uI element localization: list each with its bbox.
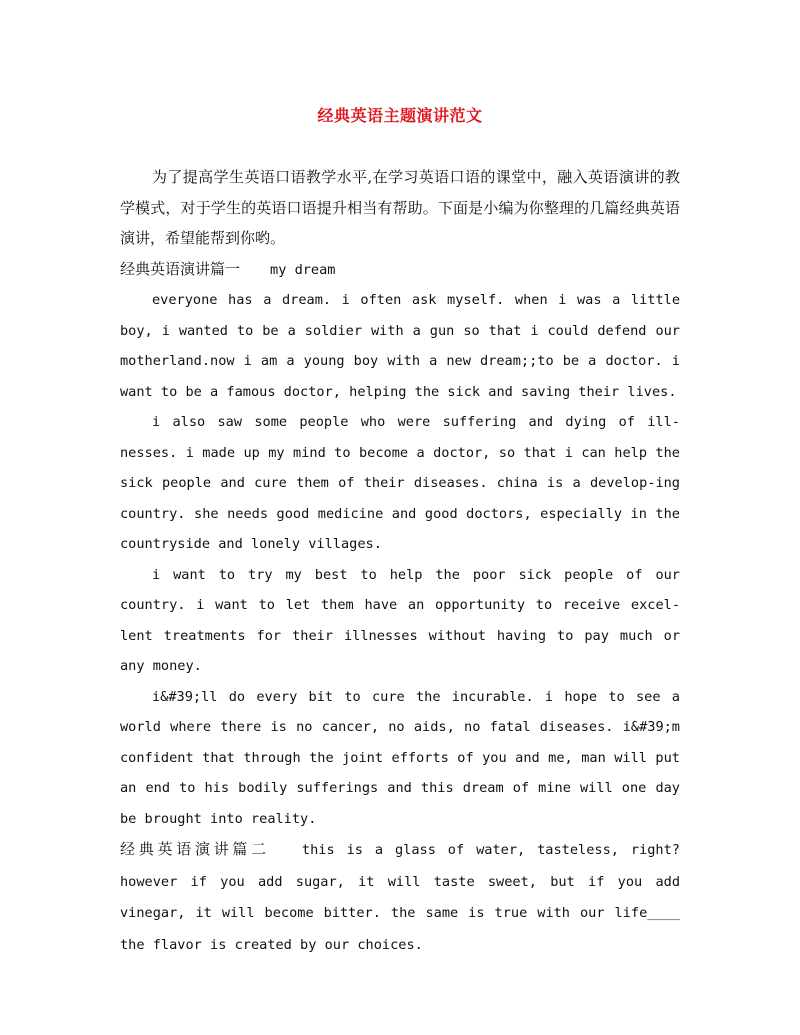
intro-paragraph: 为了提高学生英语口语教学水平,在学习英语口语的课堂中，融入英语演讲的教学模式，对于学生的英语口语提升相当有帮助。下面是小编为你整理的几篇经典英语演讲，希望能帮到你哟。 (120, 168, 680, 247)
section-1-paragraph-3: i want to try my best to help the poor sick people of our country. i want to let them have an opportunity to receive excel-lent treatments for their illnesses without having to pay much or any money. (120, 566, 680, 674)
section-heading-1 (120, 254, 680, 286)
section-1-paragraph-1: everyone has a dream. i often ask myself. when i was a little boy, i wanted to be a soldier with a gun so that i could defend our motherland.now i am a young boy with a new dream;;to be a doctor. i want to be a famous doctor, helping the sick and saving their lives. (120, 292, 680, 400)
section-2-text: this is a glass of water, tasteless, right? however if you add sugar, it will taste sweet, but if you add vinegar, it will become bitter. the same is true with our life____ the flavor is created by our choices. (120, 842, 680, 953)
section-heading-1-label: 经典英语演讲篇一 (120, 259, 241, 278)
section-heading-1-subtitle: my dream (270, 261, 336, 278)
section-1-paragraph-2: i also saw some people who were suffering and dying of ill-nesses. i made up my mind to become a doctor, so that i can help the sick people and cure them of their diseases. china is a develop-ing country. she needs good medicine and good doctors, especially in the countryside and lonely villages. (120, 414, 680, 552)
document-title: 经典英语主题演讲范文 (317, 106, 483, 125)
section-1-paragraph-4: i&#39;ll do every bit to cure the incurable. i hope to see a world where there is no cancer, no aids, no fatal diseases. i&#39;m confident that through the joint efforts of you and me, man will put an end to his bodily sufferings and this dream of mine will one day be brought into reality. (120, 688, 680, 827)
document-body (120, 162, 680, 960)
section-2-paragraph (120, 834, 680, 960)
section-heading-2-label: 经典英语演讲篇二 (120, 840, 270, 858)
